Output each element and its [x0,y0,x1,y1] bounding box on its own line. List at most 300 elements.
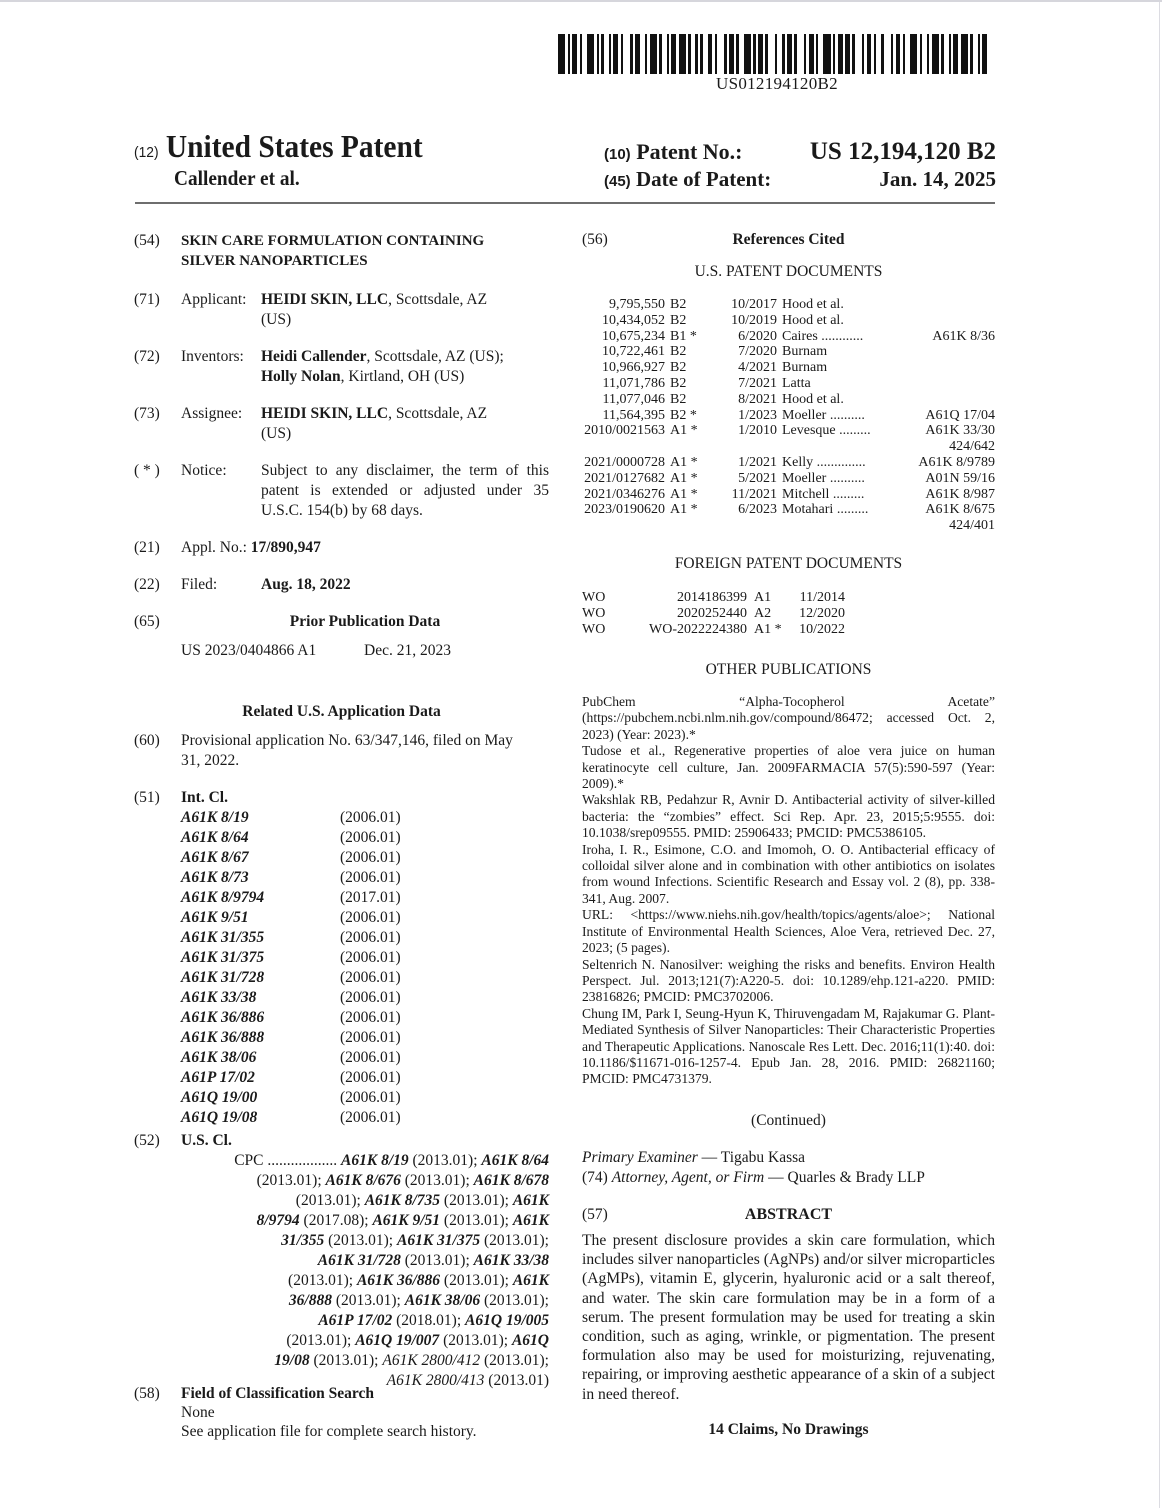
ref-name: Hood et al. [782,312,844,328]
inventors-label: Inventors: [181,348,244,365]
cpc-version: (2013.01); [400,1252,474,1269]
barcode-bar [932,34,939,74]
ref-name: Motahari ......... [782,502,869,518]
assignee-value [261,404,487,424]
int-cl-code: A61Q 19/08 [181,1109,258,1126]
cpc-code: A61K 38/06 [404,1292,481,1309]
inventor-1 [261,347,504,367]
int-cl-row [181,848,481,868]
ref-kind: B2 [670,344,687,360]
us-ref-row [582,376,995,392]
ref-name: Mitchell ......... [782,486,865,502]
foreign-date: 11/2014 [799,590,845,605]
publication-entry: Chung IM, Park I, Seung-Hyun K, Thiruvengadam M, Rajakumar G. Plant-Mediated Synthesis of Silver Nanoparticles: Their Characteristic Properties and Therapeutic Applications. Nanoscale Res Lett. Dec. 2016;11(1):40. doi: 10.1186/$11671-016-1257-4. Epub Jan. 28, 2016. PMID: 26821160; PMCID: PMC4731379. [582,1005,995,1087]
ref-number: 2023/0190620 [584,502,665,518]
ref-kind: A1 * [670,486,698,502]
notice-line3: U.S.C. 154(b) by 68 days. [261,502,423,519]
int-cl-row [181,808,481,828]
cpc-version: (2013.01); [286,1332,356,1349]
cpc-line [181,1331,549,1351]
date-of-patent-line [604,167,996,192]
cpc-line [181,1231,549,1251]
ref-name: Latta [782,375,811,391]
applicant-location: , Scottsdale, AZ [388,291,488,308]
ref-kind: A1 * [670,502,698,518]
cpc-code: A61K 8/64 [481,1152,549,1169]
cpc-code: 36/888 [288,1292,332,1309]
int-cl-row [181,1068,481,1088]
cpc-code: A61K [512,1212,549,1229]
foreign-kind: A1 [754,590,772,605]
prior-pub-date: Dec. 21, 2023 [364,642,451,659]
barcode-number: US012194120B2 [716,74,838,93]
barcode-bar [744,34,751,74]
us-ref-row [582,360,995,376]
foreign-ref-row [582,590,995,606]
barcode-bar [910,34,917,74]
examiner-name: Tigabu Kassa [720,1149,806,1166]
ref-number: 10,434,052 [602,312,665,328]
patent-number: US 12,194,120 B2 [809,138,996,165]
us-ref-row [582,455,995,471]
ref-name: Moeller .......... [782,470,865,486]
ref-kind: A1 * [670,423,698,439]
appl-no [181,538,321,558]
int-cl-version: (2006.01) [340,969,401,986]
ref-date: 8/2021 [738,391,777,407]
cpc-version: (2013.01); [439,1332,512,1349]
int-cl-version: (2006.01) [340,929,401,946]
barcode [558,34,996,74]
cpc-version: (2013.01); [256,1172,326,1189]
int-cl-code: A61K 36/886 [181,1009,265,1026]
foreign-number: 2020252440 [677,605,747,621]
us-ref-row [582,518,995,534]
date-of-patent-label: Date of Patent: [635,167,772,191]
inid-code: (58) [134,1385,160,1402]
cpc-version: (2013.01); [480,1352,549,1369]
int-cl-row [181,828,481,848]
references-heading: References Cited [732,231,845,248]
examiner-label: Primary Examiner [582,1149,698,1166]
ref-date: 1/2010 [738,423,777,439]
publication-entry: Seltenrich N. Nanosilver: weighing the risks and benefits. Environ Health Perspect. Jul. 2013;121(7):A220-5. doi: 10.1289/ehp.121-a220. PMID: 23816826; PMCID: PMC3702006. [582,956,995,1005]
abstract-heading: ABSTRACT [744,1206,833,1223]
foreign-docs-table [582,590,995,637]
int-cl-code: A61Q 19/00 [181,1089,258,1106]
cpc-version: (2013.01); [288,1272,357,1289]
foreign-country: WO [582,590,606,605]
ref-name: Burnam [782,360,828,376]
ref-kind: B1 * [670,328,697,344]
field-search-heading: Field of Classification Search [181,1385,375,1402]
inid-code: (65) [134,613,160,630]
related-data-heading: Related U.S. Application Data [242,703,441,720]
int-cl-row [181,1048,481,1068]
foreign-kind: A1 * [754,621,782,637]
us-ref-row [582,392,995,408]
int-cl-code: A61K 8/67 [181,849,249,866]
publication-entry: Iroha, I. R., Esimone, C.O. and Imomoh, O. O. Antibacterial efficacy of colloidal silver alone and in combination with other antibiotics on isolates from wound Infections. Scientific Research and Essay vol. 2 (8), pp. 338-341, Aug. 2007. [582,841,995,906]
foreign-number: WO-2022224380 [649,621,747,637]
inventor-name: Holly Nolan [261,368,341,385]
provisional-line1: Provisional application No. 63/347,146, filed on May [181,732,513,749]
ref-number: 2021/0000728 [584,454,665,470]
cpc-code: 19/08 [274,1352,310,1369]
ref-number: 11,077,046 [602,391,665,407]
cpc-code: A61K 8/676 [325,1172,401,1189]
int-cl-code: A61P 17/02 [181,1069,255,1086]
ref-date: 7/2020 [738,344,777,360]
header-divider [135,202,995,204]
ref-class: A61K 33/30 [925,423,995,439]
cpc-version: (2013.01); [480,1292,549,1309]
cpc-code: 31/355 [281,1232,325,1249]
cpc-version: (2013.01); [440,1192,513,1209]
inid-code: (71) [134,291,160,308]
int-cl-version: (2006.01) [340,949,401,966]
prior-pub-heading: Prior Publication Data [289,613,441,630]
cpc-code: A61K [512,1192,549,1209]
cpc-line [181,1271,549,1291]
applicant-label: Applicant: [181,291,247,308]
int-cl-version: (2006.01) [340,989,401,1006]
cpc-code: A61K 2800/412 [382,1352,481,1369]
us-ref-row [582,471,995,487]
cpc-line [181,1291,549,1311]
ref-date: 1/2021 [738,454,777,470]
int-cl-version: (2006.01) [340,909,401,926]
publication-entry: Tudose et al., Regenerative properties of aloe vera juice on human keratinocyte cell culture, Jan. 2009FARMACIA 57(5):590-597 (Year: 2009).* [582,743,995,792]
patent-number-label: Patent No.: [636,139,743,164]
ref-number: 2021/0346276 [584,486,665,502]
ref-number: 11,564,395 [602,407,665,423]
barcode-bar [823,34,830,74]
inid-code: (57) [582,1206,608,1223]
int-cl-code: A61K 8/19 [181,809,249,826]
continued-label: (Continued) [751,1112,826,1129]
page-right-border [1159,2,1160,1508]
int-cl-row [181,1108,481,1128]
barcode-bar [650,34,657,74]
us-ref-row [582,344,995,360]
int-cl-version: (2006.01) [340,1089,401,1106]
ref-date: 6/2020 [738,328,777,344]
inid-code: (72) [134,348,160,365]
inventor-2 [261,367,464,387]
cpc-version: (2013.01); [408,1152,482,1169]
cpc-code: A61Q [511,1332,549,1349]
prior-pub-number: US 2023/0404866 A1 [181,642,317,659]
ref-kind: B2 [670,360,687,376]
inid-code: (51) [134,789,160,806]
ref-kind: B2 [670,297,687,312]
foreign-country: WO [582,605,606,621]
barcode-bar [797,34,804,74]
ref-name: Moeller .......... [782,407,865,423]
int-cl-code: A61K 8/73 [181,869,249,886]
cpc-version: (2013.01); [331,1292,405,1309]
int-cl-version: (2006.01) [340,1009,401,1026]
primary-examiner: Primary Examiner — Tigabu Kassa [582,1149,806,1166]
cpc-code: A61K 31/375 [397,1232,481,1249]
leader-dots: .................. [263,1152,342,1169]
inventor-location: , Scottsdale, AZ (US); [366,348,504,365]
ref-name: Hood et al. [782,391,844,407]
cpc-code: A61K 8/19 [341,1152,409,1169]
cpc-line [181,1351,549,1371]
attorney: (74) Attorney, Agent, or Firm — Quarles & Brady LLP [582,1169,925,1186]
foreign-date: 12/2020 [799,605,845,621]
int-cl-version: (2006.01) [340,809,401,826]
int-cl-row [181,1028,481,1048]
applicant-value [261,290,487,310]
barcode-bar [558,34,565,74]
ref-date: 6/2023 [738,502,777,518]
foreign-number: 2014186399 [677,590,747,605]
cpc-version: (2013.01); [440,1272,513,1289]
cpc-code: A61K [512,1272,549,1289]
int-cl-version: (2006.01) [340,1069,401,1086]
int-cl-code: A61K 31/728 [181,969,265,986]
int-cl-row [181,868,481,888]
patent-header-title [134,128,423,165]
abstract-text: The present disclosure provides a skin care formulation, which includes silver nanoparticles (AgNPs) and/or silver microparticles (AgMPs), vitamin E, glycerin, hyaluronic acid or a salt thereof, and water. The skin care formulation may be in a form of a serum. The present formulation may be used for treating a skin condition, such as aging, wrinkle, or pigmentation. The present formulation also may be used for moisturizing, rejuvenating, repairing, or improving aesthetic appearance of a skin of a subject in need thereof. [582,1232,995,1403]
ref-name: Levesque ......... [782,423,871,439]
int-cl-code: A61K 38/06 [181,1049,257,1066]
inventor-location: , Kirtland, OH (US) [340,368,465,385]
cpc-line [181,1151,549,1171]
notice-line2: patent is extended or adjusted under 35 [261,482,549,499]
foreign-date: 10/2022 [799,621,845,637]
ref-kind: B2 [670,391,687,407]
ref-class: 424/401 [949,518,995,534]
cpc-code: A61K 36/886 [356,1272,441,1289]
int-cl-code: A61K 8/64 [181,829,249,846]
ref-number: 10,675,234 [602,328,665,344]
ref-kind: B2 [670,375,687,391]
applicant-country: (US) [261,311,292,328]
cpc-version: (2013.01); [400,1172,474,1189]
ref-class: A61K 8/9789 [918,454,995,470]
appl-no-value: 17/890,947 [250,539,321,556]
ref-kind: A1 * [670,454,698,470]
cpc-code: 8/9794 [256,1212,300,1229]
us-ref-row [582,487,995,503]
ref-number: 11,071,786 [602,375,665,391]
inid-code: (54) [134,232,160,249]
inventor-short: Callender et al. [174,166,300,190]
document-type: United States Patent [165,128,423,164]
attorney-name: Quarles & Brady LLP [787,1169,925,1186]
cpc-code: A61Q 19/007 [355,1332,440,1349]
int-cl-row [181,888,481,908]
inid-code: (56) [582,231,608,248]
us-patent-docs-heading: U.S. PATENT DOCUMENTS [694,263,883,280]
ref-date: 7/2021 [738,375,777,391]
ref-kind: B2 [670,312,687,328]
ref-date: 10/2019 [731,312,777,328]
cpc-code: A61K 2800/413 [386,1372,485,1389]
us-ref-row [582,297,995,313]
provisional-line2: 31, 2022. [181,752,240,769]
ref-name: Caires ............ [782,328,864,344]
cpc-version: (2013.01); [309,1352,383,1369]
foreign-country: WO [582,621,606,637]
inid-code: (21) [134,539,160,556]
publication-entry: PubChem “Alpha-Tocopherol Acetate” (https://pubchem.ncbi.nlm.nih.gov/compound/86472; accessed Oct. 2, 2023) (Year: 2023).* [582,694,995,742]
inid-code: (10) [604,146,631,163]
assignee-location: , Scottsdale, AZ [388,405,488,422]
inid-code: (12) [134,144,159,161]
cpc-code: A61Q 19/005 [465,1312,549,1329]
inid-code: ( * ) [134,462,160,479]
foreign-docs-heading: FOREIGN PATENT DOCUMENTS [674,555,903,572]
publication-entry: Wakshlak RB, Pedahzur R, Avnir D. Antibacterial activity of silver-killed bacteria: the “zombies” effect. Sci Rep. Apr. 23, 2015;5:9555. doi: 10.1038/srep09555. PMID: 25906433; PMCID: PMC5386105. [582,792,995,841]
invention-title-line1: SKIN CARE FORMULATION CONTAINING [181,233,485,249]
ref-date: 4/2021 [738,360,777,376]
us-ref-row [582,313,995,329]
ref-kind: A1 * [670,470,698,486]
us-ref-row [582,502,995,518]
int-cl-version: (2017.01) [340,889,401,906]
appl-no-label: Appl. No.: [181,539,247,556]
foreign-ref-row [582,606,995,622]
inid-code: (73) [134,405,160,422]
int-cl-row [181,988,481,1008]
claims-summary: 14 Claims, No Drawings [708,1421,869,1438]
barcode-bar [717,34,724,74]
ref-class: 424/642 [949,439,995,455]
barcode-bar [587,34,594,74]
int-cl-version: (2006.01) [340,869,401,886]
notice-label: Notice: [181,462,227,479]
int-cl-version: (2006.01) [340,1049,401,1066]
int-cl-version: (2006.01) [340,1109,401,1126]
inid-code: (60) [134,732,160,749]
assignee-country: (US) [261,425,292,442]
ref-number: 2021/0127682 [584,470,665,486]
cpc-line [181,1191,549,1211]
us-ref-row [582,329,995,345]
int-cl-code: A61K 9/51 [181,909,249,926]
int-cl-row [181,1008,481,1028]
cpc-version: (2013.01); [295,1192,365,1209]
int-cl-row [181,928,481,948]
invention-title-line2: SILVER NANOPARTICLES [181,253,368,269]
cpc-code: A61P 17/02 [318,1312,393,1329]
barcode-bar [884,34,891,74]
ref-class: A61K 8/36 [932,328,995,344]
cpc-line [181,1211,549,1231]
patent-number-line [604,138,996,166]
cpc-line [181,1251,549,1271]
barcode-bar [768,34,775,74]
applicant-name: HEIDI SKIN, LLC [261,291,389,308]
us-ref-row [582,439,995,455]
cpc-version: (2013.01) [484,1372,549,1389]
other-pubs-heading: OTHER PUBLICATIONS [705,661,872,678]
barcode-bar [679,34,686,74]
int-cl-version: (2006.01) [340,849,401,866]
cpc-line [181,1311,549,1331]
filed-date: Aug. 18, 2022 [261,576,351,593]
cpc-version: (2018.01); [392,1312,466,1329]
page-top-border [0,0,1162,2]
cpc-version: (2013.01); [480,1232,549,1249]
ref-date: 5/2021 [738,470,777,486]
ref-number: 10,722,461 [602,344,665,360]
int-cl-code: A61K 33/38 [181,989,257,1006]
ref-number: 9,795,550 [609,297,665,312]
cpc-code: A61K 31/728 [317,1252,401,1269]
cpc-classification [181,1151,549,1391]
int-cl-row [181,968,481,988]
assignee-label: Assignee: [181,405,243,422]
assignee-name: HEIDI SKIN, LLC [261,405,389,422]
notice-line1: Subject to any disclaimer, the term of this [261,462,549,479]
ref-class: A61Q 17/04 [925,407,995,423]
inid-code: (22) [134,576,160,593]
cpc-label: CPC [234,1152,264,1169]
int-cl-code: A61K 31/375 [181,949,265,966]
cpc-code: A61K 8/678 [473,1172,549,1189]
other-publications [582,694,995,1088]
inid-code: (45) [604,173,631,190]
foreign-kind: A2 [754,605,772,621]
cpc-version: (2013.01); [440,1212,513,1229]
int-cl-code: A61K 36/888 [181,1029,265,1046]
cpc-line [181,1171,549,1191]
int-cl-version: (2006.01) [340,1029,401,1046]
inid-code: (52) [134,1132,160,1149]
ref-number: 10,966,927 [602,360,665,376]
barcode-bar [961,34,968,74]
int-cl-row [181,1088,481,1108]
us-patent-docs-table [582,297,995,534]
inid-code: (74) [582,1169,608,1186]
cpc-code: A61K 8/735 [364,1192,441,1209]
barcode-bar [987,34,994,74]
ref-name: Hood et al. [782,297,844,312]
ref-number: 2010/0021563 [584,423,665,439]
date-of-patent: Jan. 14, 2025 [879,167,996,191]
barcode-bar [623,34,630,74]
us-ref-row [582,423,995,439]
ref-class: A61K 8/675 [925,502,995,518]
cpc-code: A61K 9/51 [372,1212,441,1229]
int-cl-row [181,908,481,928]
foreign-ref-row [582,622,995,638]
barcode-bar [855,34,862,74]
filed-label: Filed: [181,576,218,593]
ref-name: Kelly .............. [782,454,866,470]
int-cl-row [181,948,481,968]
field-search-note: See application file for complete search history. [181,1423,477,1440]
ref-class: A01N 59/16 [925,470,995,486]
int-cl-code: A61K 31/355 [181,929,265,946]
ref-name: Burnam [782,344,828,360]
cpc-version: (2013.01); [324,1232,397,1249]
us-cl-heading: U.S. Cl. [181,1132,232,1149]
ref-date: 10/2017 [731,297,777,312]
cpc-code: A61K 33/38 [473,1252,549,1269]
ref-kind: B2 * [670,407,697,423]
int-cl-code: A61K 8/9794 [181,889,265,906]
ref-class: A61K 8/987 [925,486,995,502]
attorney-label: Attorney, Agent, or Firm [611,1169,765,1186]
us-ref-row [582,408,995,424]
